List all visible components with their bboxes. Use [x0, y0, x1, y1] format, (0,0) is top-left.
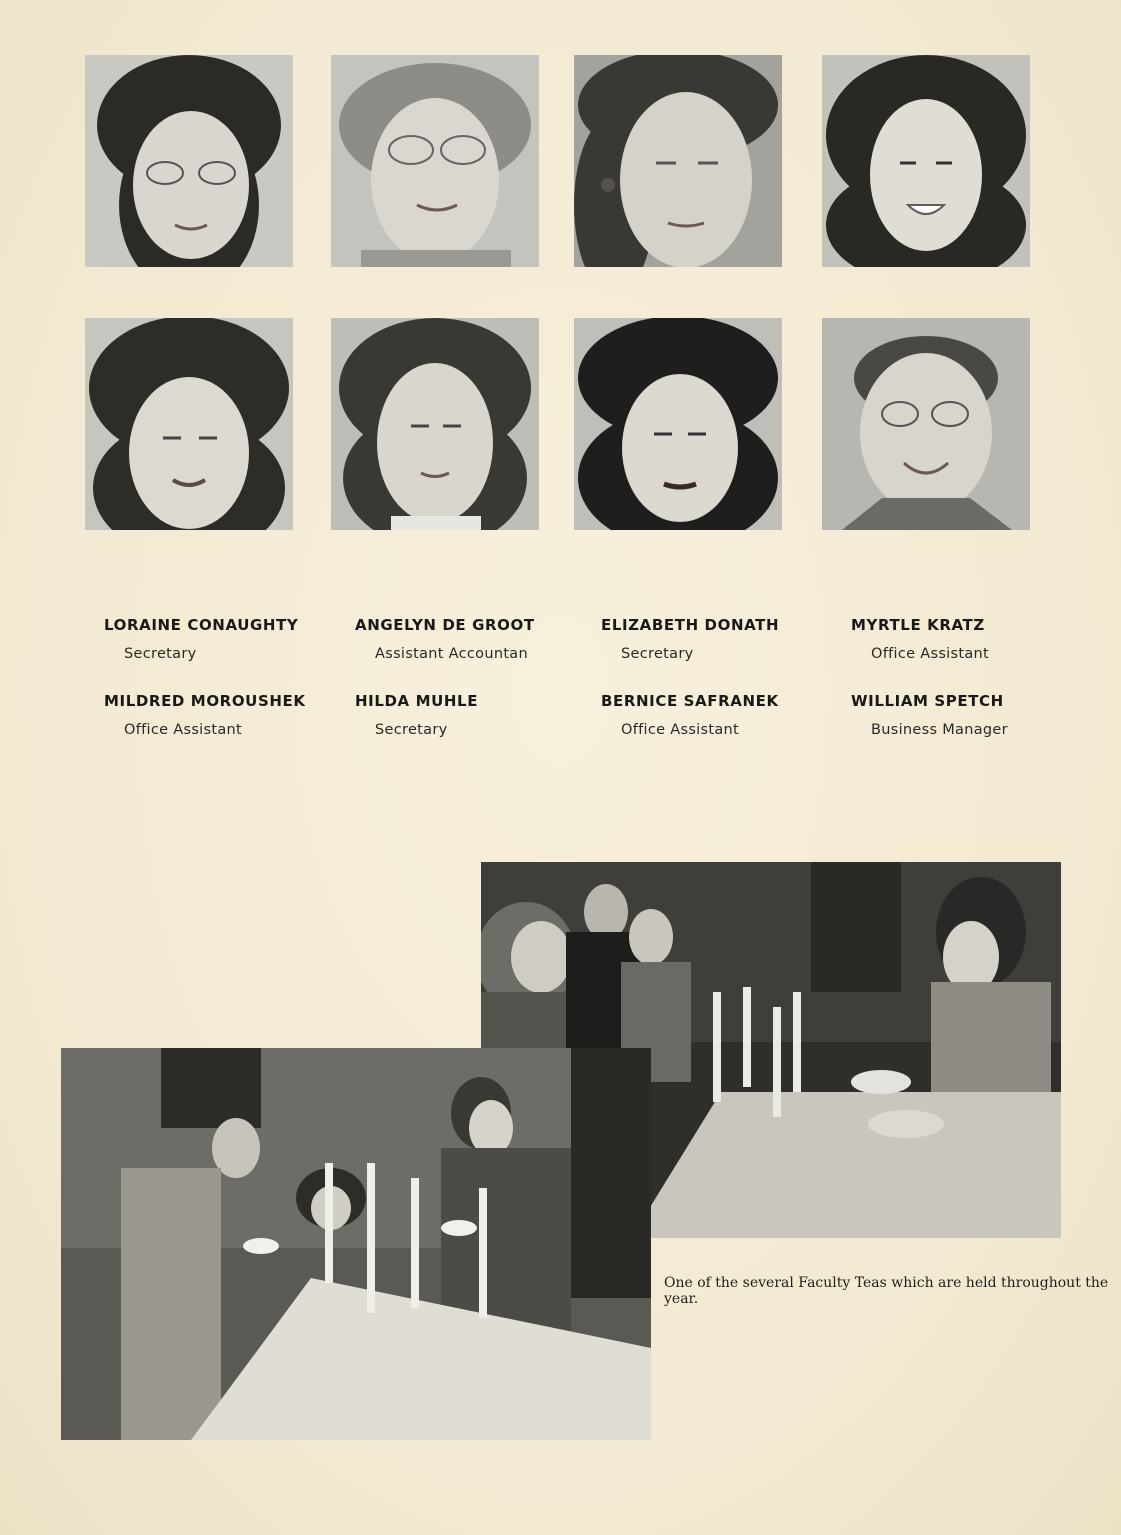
staff-title: Secretary	[124, 646, 197, 662]
staff-title: Secretary	[621, 646, 694, 662]
staff-name: LORAINE CONAUGHTY	[104, 616, 299, 634]
staff-name: ELIZABETH DONATH	[601, 616, 780, 634]
staff-entry	[104, 616, 334, 662]
portrait-photo	[331, 318, 539, 530]
staff-entry	[355, 616, 585, 662]
staff-name: WILLIAM SPETCH	[851, 692, 1004, 710]
staff-name: MILDRED MOROUSHEK	[104, 692, 306, 710]
faculty-tea-photo-lower	[61, 1048, 651, 1440]
portrait-photo	[331, 55, 539, 267]
portrait-photo	[822, 318, 1030, 530]
portrait-photo	[574, 55, 782, 267]
portrait-photo	[85, 318, 293, 530]
staff-entry	[601, 616, 831, 662]
staff-name: MYRTLE KRATZ	[851, 616, 985, 634]
staff-entry	[851, 616, 1081, 662]
staff-entry	[601, 692, 831, 738]
staff-title: Secretary	[375, 722, 448, 738]
staff-name: HILDA MUHLE	[355, 692, 479, 710]
staff-entry	[355, 692, 585, 738]
staff-title: Office Assistant	[124, 722, 243, 738]
staff-entry	[104, 692, 334, 738]
portrait-photo	[822, 55, 1030, 267]
photo-caption: One of the several Faculty Teas which are held throughout the year.	[664, 1275, 1109, 1307]
staff-title: Business Manager	[871, 722, 1008, 738]
staff-title: Office Assistant	[621, 722, 740, 738]
portrait-photo	[574, 318, 782, 530]
staff-entry	[851, 692, 1081, 738]
staff-title: Office Assistant	[871, 646, 990, 662]
portrait-photo	[85, 55, 293, 267]
staff-name: ANGELYN DE GROOT	[355, 616, 535, 634]
staff-name: BERNICE SAFRANEK	[601, 692, 779, 710]
staff-title: Assistant Accountan	[375, 646, 528, 662]
